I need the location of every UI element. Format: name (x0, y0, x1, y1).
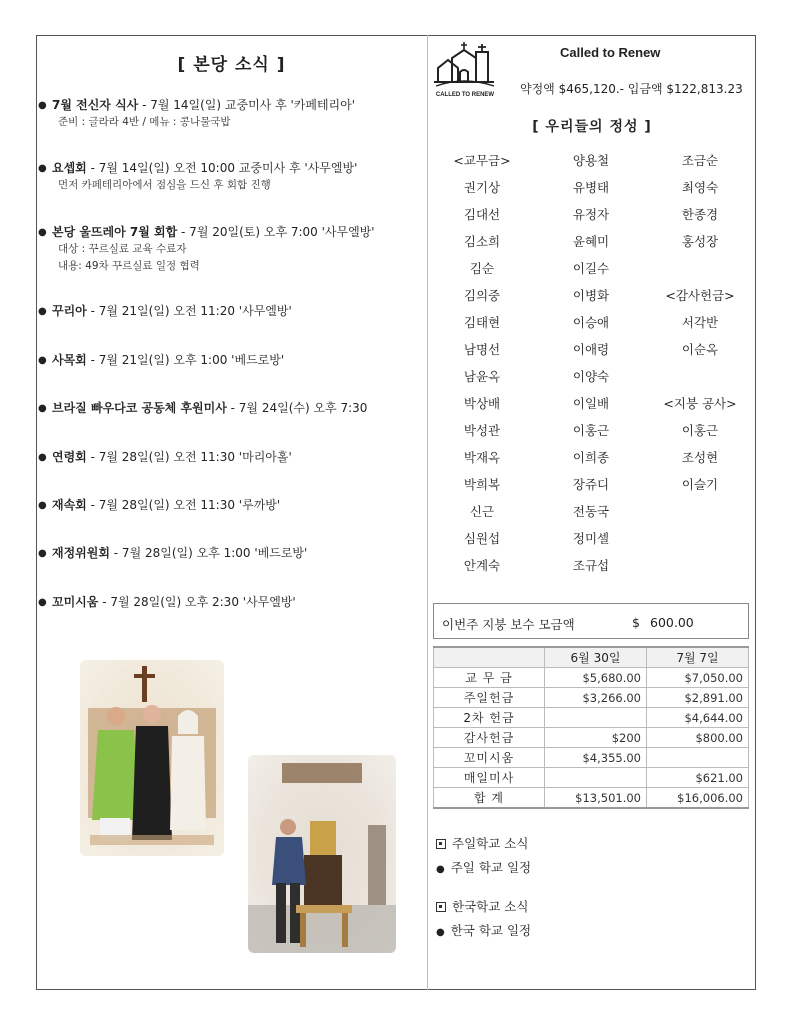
amount-cell: $7,050.00 (647, 668, 749, 688)
table-header-cell: 7월 7일 (647, 647, 749, 668)
bullet-icon: ● (38, 548, 47, 559)
donor-name: 유병태 (572, 180, 610, 195)
table-header-cell (434, 647, 545, 668)
amount-cell: $16,006.00 (647, 788, 749, 809)
donor-name: 이병화 (572, 288, 610, 303)
bullet-icon: ● (38, 403, 47, 414)
korean-school-item (436, 921, 531, 939)
donor-name: 심원섭 (463, 531, 501, 546)
news-item (38, 449, 423, 466)
news-item-detail: - 7월 21일(일) 오전 11:20 '사무엘방' (86, 304, 292, 318)
news-item (38, 400, 423, 417)
amount-cell: $800.00 (647, 728, 749, 748)
donor-name: 정미셀 (572, 531, 610, 546)
donor-name: 조규섭 (572, 558, 610, 573)
donor-name: 유정자 (572, 207, 610, 222)
donor-name: 김순 (469, 261, 495, 276)
photo-clergy-group (80, 660, 224, 856)
donor-name (650, 258, 750, 285)
offering-table (433, 646, 749, 809)
bullet-icon: ● (38, 452, 47, 463)
bullet-icon: ● (38, 100, 47, 111)
row-label: 2차 헌금 (434, 708, 545, 728)
bullet-icon: ● (38, 355, 47, 366)
donor-name: 윤혜미 (572, 234, 610, 249)
donor-name: 권기상 (463, 180, 501, 195)
news-item (38, 594, 423, 611)
donor-name: 신근 (469, 504, 495, 519)
square-bullet-icon (436, 839, 446, 849)
row-label: 교 무 금 (434, 668, 545, 688)
news-item-detail: - 7월 14일(일) 오전 10:00 교중미사 후 '사무엘방' (86, 161, 358, 175)
bullet-icon: ● (38, 227, 47, 238)
donor-name: 이순옥 (681, 342, 719, 357)
donor-name: 박재옥 (463, 450, 501, 465)
bullet-icon: ● (38, 597, 47, 608)
donor-name: <감사헌금> (665, 288, 735, 303)
row-label: 감사헌금 (434, 728, 545, 748)
amount-cell: $5,680.00 (545, 668, 647, 688)
roof-repair-box (433, 603, 749, 639)
sunday-school-item (436, 858, 531, 876)
news-item (38, 303, 423, 320)
donor-name: 김소희 (463, 234, 501, 249)
news-item-title: 사목회 (52, 353, 87, 367)
donor-name: 이애령 (572, 342, 610, 357)
donor-name: 안계숙 (463, 558, 501, 573)
donor-name: 이양숙 (572, 369, 610, 384)
news-item-line (38, 97, 423, 114)
news-item-detail: - 7월 24일(수) 오후 7:30 (226, 401, 368, 415)
donor-name: 남윤옥 (463, 369, 501, 384)
roof-repair-currency: $ (632, 615, 640, 630)
news-item (38, 497, 423, 514)
news-item-title: 꾸리아 (52, 304, 87, 318)
pledge-summary: 약정액 $465,120.- 입금액 $122,813.23 (520, 82, 743, 96)
bullet-icon: ● (38, 500, 47, 511)
news-item (38, 352, 423, 369)
called-to-renew-logo (432, 42, 498, 98)
logo-text: CALLED TO RENEW (435, 92, 495, 98)
donor-name: 김의중 (463, 288, 501, 303)
news-item-line (38, 303, 423, 320)
donor-name: 서각반 (681, 315, 719, 330)
bullet-icon: ● (38, 163, 47, 174)
news-item (38, 160, 423, 194)
donor-name: <지붕 공사> (663, 396, 737, 411)
table-row (434, 688, 749, 708)
bullet-icon: ● (38, 306, 47, 317)
news-item-detail: - 7월 28일(일) 오후 2:30 '사무엘방' (98, 595, 296, 609)
news-item-note: 먼저 카페테리아에서 점심을 드신 후 회합 진행 (58, 179, 271, 191)
photo-tabernacle (248, 755, 396, 953)
news-item-line (38, 497, 423, 514)
amount-cell: $200 (545, 728, 647, 748)
sunday-school-schedule: 주일 학교 일정 (450, 860, 532, 875)
parish-news-title: [ 본당 소식 ] (177, 55, 286, 75)
table-row (434, 728, 749, 748)
donors-title: [ 우리들의 정성 ] (532, 119, 652, 135)
table-header-cell: 6월 30일 (545, 647, 647, 668)
news-item-line (38, 352, 423, 369)
donor-name: 장쥬디 (572, 477, 610, 492)
donor-column-2 (541, 150, 641, 582)
korean-school-title: 한국학교 소식 (452, 899, 529, 914)
news-item-detail: - 7월 28일(일) 오후 1:00 '베드로방' (109, 546, 308, 560)
donor-name: <교무금> (453, 153, 511, 168)
amount-cell: $3,266.00 (545, 688, 647, 708)
donor-name: 박상배 (463, 396, 501, 411)
news-item (38, 97, 423, 131)
donor-name: 홍성장 (681, 234, 719, 249)
news-item-title: 재정위원회 (52, 546, 110, 560)
bullet-icon: ● (436, 864, 445, 875)
news-item (38, 545, 423, 562)
donor-name: 조금순 (681, 153, 719, 168)
korean-school-heading (436, 897, 528, 915)
table-row (434, 668, 749, 688)
donor-column-1 (432, 150, 532, 582)
donor-name: 조성현 (681, 450, 719, 465)
news-item-note: 내용: 49차 꾸르실료 일정 협력 (58, 260, 200, 272)
campaign-title: Called to Renew (560, 45, 661, 60)
row-label: 매일미사 (434, 768, 545, 788)
news-item-title: 본당 울뜨레아 7월 회합 (52, 225, 178, 239)
sunday-school-title: 주일학교 소식 (452, 836, 529, 851)
donor-name: 박희복 (463, 477, 501, 492)
donor-name: 이홍근 (681, 423, 719, 438)
news-item-line (38, 594, 423, 611)
news-item-title: 꼬미시움 (52, 595, 99, 609)
amount-cell: $2,891.00 (647, 688, 749, 708)
news-item-title: 재속회 (52, 498, 87, 512)
news-item-title: 브라질 빠우다코 공동체 후원미사 (52, 401, 227, 415)
table-row (434, 708, 749, 728)
news-item-line (38, 160, 423, 177)
roof-repair-amount: 600.00 (650, 615, 694, 630)
table-row (434, 748, 749, 768)
donor-name: 박성관 (463, 423, 501, 438)
amount-cell: $621.00 (647, 768, 749, 788)
row-label: 합 계 (434, 788, 545, 809)
row-label: 꼬미시움 (434, 748, 545, 768)
news-item (38, 224, 423, 275)
news-item-detail: - 7월 28일(일) 오전 11:30 '마리아홀' (86, 450, 292, 464)
bullet-icon: ● (436, 927, 445, 938)
news-item-note: 대상 : 꾸르실료 교육 수료자 (58, 243, 187, 255)
sunday-school-heading (436, 834, 528, 852)
donor-name: 이길수 (572, 261, 610, 276)
news-item-detail: - 7월 14일(일) 교중미사 후 '카페테리아' (138, 98, 356, 112)
donor-name: 남명선 (463, 342, 501, 357)
table-row (434, 788, 749, 809)
row-label: 주일헌금 (434, 688, 545, 708)
korean-school-schedule: 한국 학교 일정 (450, 923, 532, 938)
donor-name: 이홍근 (572, 423, 610, 438)
donor-name: 김대선 (463, 207, 501, 222)
donor-name (650, 366, 750, 393)
amount-cell: $4,355.00 (545, 748, 647, 768)
table-row (434, 768, 749, 788)
donor-name: 이일배 (572, 396, 610, 411)
news-item-note: 준비 : 글라라 4반 / 메뉴 : 콩나물국밥 (58, 116, 231, 128)
news-item-title: 연령회 (52, 450, 87, 464)
donor-name: 한종경 (681, 207, 719, 222)
amount-cell (647, 748, 749, 768)
donor-name: 이슬기 (681, 477, 719, 492)
news-item-line (38, 449, 423, 466)
table-header-row (434, 647, 749, 668)
news-item-detail: - 7월 28일(일) 오전 11:30 '루까방' (86, 498, 281, 512)
roof-repair-label: 이번주 지붕 보수 모금액 (442, 617, 575, 632)
news-item-line (38, 224, 423, 241)
news-item-detail: - 7월 20일(토) 오후 7:00 '사무엘방' (177, 225, 375, 239)
news-item-detail: - 7월 21일(일) 오후 1:00 '베드로방' (86, 353, 285, 367)
donor-name: 최영숙 (681, 180, 719, 195)
square-bullet-icon (436, 902, 446, 912)
donor-name: 이희종 (572, 450, 610, 465)
amount-cell: $13,501.00 (545, 788, 647, 809)
news-item-title: 요셉회 (52, 161, 87, 175)
donor-column-3 (650, 150, 750, 501)
news-item-line (38, 400, 423, 417)
donor-name: 이승애 (572, 315, 610, 330)
news-item-line (38, 545, 423, 562)
donor-name: 양용철 (572, 153, 610, 168)
donor-name: 전동국 (572, 504, 610, 519)
news-item-title: 7월 전신자 식사 (52, 98, 139, 112)
donor-name: 김태현 (463, 315, 501, 330)
amount-cell (545, 768, 647, 788)
amount-cell: $4,644.00 (647, 708, 749, 728)
amount-cell (545, 708, 647, 728)
column-divider (427, 35, 428, 990)
